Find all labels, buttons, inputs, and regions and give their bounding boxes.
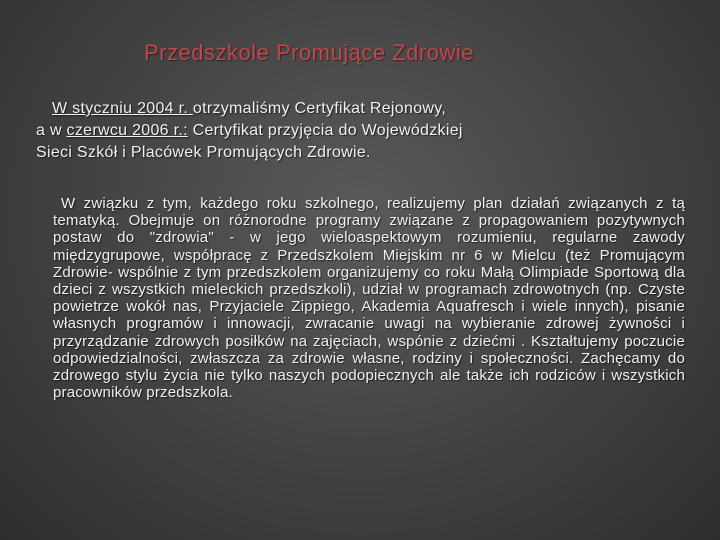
intro-date-january-2004: W styczniu 2004 r.	[52, 100, 193, 117]
intro-paragraph	[36, 98, 676, 164]
intro-date-june-2006: czerwcu 2006 r.:	[66, 122, 188, 139]
intro-line-1	[36, 98, 676, 120]
body-paragraph: W związku z tym, każdego roku szkolnego, realizujemy plan działań związanych z tą tematyką. Obejmuje on różnorodne programy związane z propagowaniem pozytywnych postaw do "zdrowia" - w jego wieloaspektowym rozumieniu, regularne zawody międzygrupowe, współpracę z Przedszkolem Miejskim nr 6 w Mielcu (też Promującym Zdrowie- wspólnie z tym przedszkolem organizujemy co roku Małą Olimpiade Sportową dla dzieci z wszystkich mieleckich przedszkoli), udział w programach zdrowotnych (np. Czyste powietrze wokół nas, Przyjaciele Zippiego, Akademia Aquafresch i wiele innych), pisanie własnych programów i innowacji, zwracanie uwagi na wybieranie zdrowej żywności i przyrządzanie zdrowych posiłków na zajęciach, wspónie z dziećmi . Kształtujemy poczucie odpowiedzialności, zwłaszcza za zdrowie własne, rodziny i społeczności. Zachęcamy do zdrowego stylu życia nie tylko naszych podopiecznych ale także ich rodziców i wszystkich pracowników przedszkola.	[53, 195, 685, 402]
intro-line-2	[36, 120, 676, 142]
intro-line-2-prefix: a w	[36, 122, 67, 139]
intro-line-1-text: otrzymaliśmy Certyfikat Rejonowy,	[192, 100, 447, 117]
intro-line-3: Sieci Szkół i Placówek Promujących Zdrowie.	[36, 144, 371, 161]
intro-line-2-text: Certyfikat przyjęcia do Wojewódzkiej	[187, 122, 463, 139]
slide-title: Przedszkole Promujące Zdrowie	[144, 40, 474, 65]
